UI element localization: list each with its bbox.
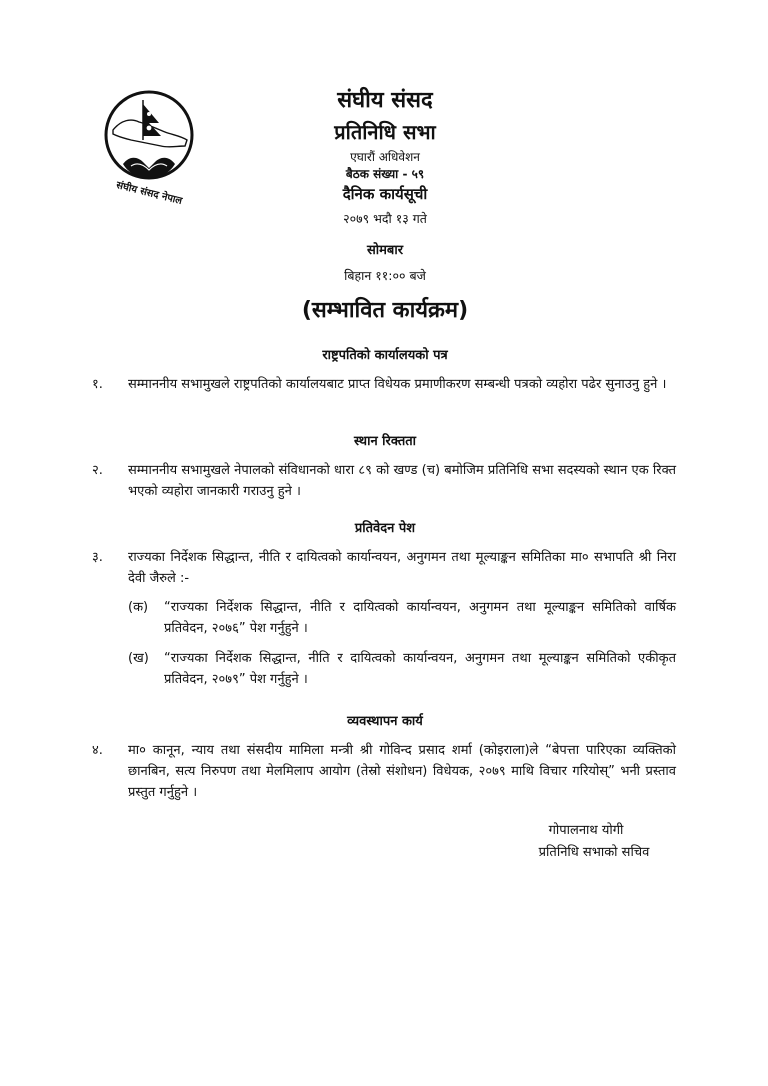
sub-item-label: (क) (128, 600, 149, 615)
item-number: ४. (92, 743, 103, 758)
house-title: प्रतिनिधि सभा (334, 120, 436, 144)
section-heading: स्थान रिक्तता (353, 434, 417, 449)
section-heading: प्रतिवेदन पेश (354, 521, 416, 536)
agenda-item-text: सम्माननीय सभामुखले राष्ट्रपतिको कार्यालयबाट प्राप्त विधेयक प्रमाणीकरण सम्बन्धी पत्रको व्यहोरा पढेर सुनाउनु हुने । (128, 377, 667, 392)
nepal-flag-icon (143, 104, 161, 136)
item-number: ३. (92, 550, 103, 565)
sub-item-text: “राज्यका निर्देशक सिद्धान्त, नीति र दायित्वको कार्यान्वयन, अनुगमन तथा मूल्याङ्कन समितिको एकीकृत प्रतिवेदन, २०७९” पेश गर्नुहुने । (164, 651, 676, 687)
program-title: (सम्भावित कार्यक्रम) (301, 298, 469, 323)
section-heading: व्यवस्थापन कार्य (347, 714, 423, 729)
agenda-item-text: सम्माननीय सभामुखले नेपालको संविधानको धारा ८९ को खण्ड (च) बमोजिम प्रतिनिधि सभा सदस्यको स्थान एक रिक्त भएको व्यहोरा जानकारी गराउनु हुने । (128, 463, 676, 499)
federal-parliament-emblem (103, 90, 195, 208)
sub-item-text: “राज्यका निर्देशक सिद्धान्त, नीति र दायित्वको कार्यान्वयन, अनुगमन तथा मूल्याङ्कन समितिको वार्षिक प्रतिवेदन, २०७६” पेश गर्नुहुने । (164, 600, 676, 636)
meeting-number: बैठक संख्या - ५९ (345, 167, 425, 181)
weekday: सोमबार (366, 243, 404, 258)
section-heading: राष्ट्रपतिको कार्यालयको पत्र (322, 348, 448, 363)
agenda-date: २०७९ भदौ १३ गते (343, 211, 427, 226)
sub-item-label: (ख) (128, 651, 149, 666)
item-number: १. (92, 377, 103, 392)
signatory-name: गोपालनाथ योगी (548, 823, 624, 838)
emblem-caption: संघीय संसद नेपाल (115, 180, 184, 208)
item-number: २. (92, 463, 103, 478)
meeting-time: बिहान ११:०० बजे (344, 268, 426, 283)
federal-parliament-title: संघीय संसद (337, 88, 433, 113)
agenda-item-text: मा० कानून, न्याय तथा संसदीय मामिला मन्त्री श्री गोविन्द प्रसाद शर्मा (कोइराला)ले “बेपत्ता पारिएका व्यक्तिको छानबिन, सत्य निरुपण तथा मेलमिलाप आयोग (तेस्रो संशोधन) विधेयक, २०७९ माथि विचार गरियोस्” भनी प्रस्ताव प्रस्तुत गर्नुहुने । (128, 743, 676, 800)
signatory-title: प्रतिनिधि सभाको सचिव (538, 845, 650, 860)
agenda-item-text: राज्यका निर्देशक सिद्धान्त, नीति र दायित्वको कार्यान्वयन, अनुगमन तथा मूल्याङ्कन समितिका मा० सभापति श्री निरा देवी जैरुले :- (128, 550, 676, 586)
agenda-title: दैनिक कार्यसूची (342, 185, 428, 203)
session-label: एघारौं अधिवेशन (350, 150, 420, 164)
